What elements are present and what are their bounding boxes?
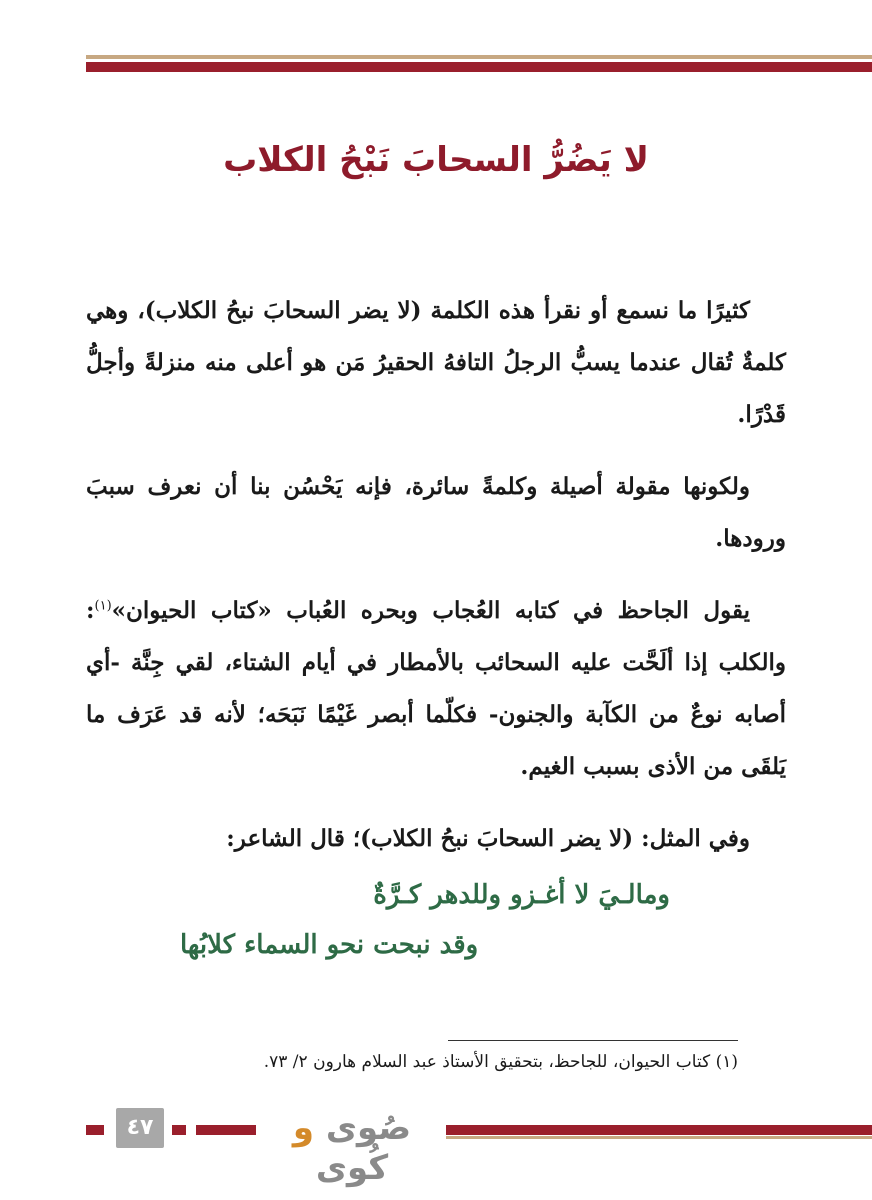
logo-word-2: كُوى <box>315 1148 389 1188</box>
footer-rule-gold <box>446 1136 872 1139</box>
publisher-logo <box>262 1108 442 1188</box>
paragraph-2: ولكونها مقولة أصيلة وكلمةً سائرة، فإنه يَحْسُن بنا أن نعرف سببَ ورودها. <box>86 473 786 552</box>
verse-line-2: وقد نبحت نحو السماء كلابُها <box>180 930 479 960</box>
footnote-divider <box>448 1040 738 1041</box>
footer-rule-segment <box>446 1125 872 1135</box>
header-rule-red <box>86 62 872 72</box>
page-footer <box>0 1108 872 1188</box>
footer-rule-segment <box>196 1125 256 1135</box>
page-number: ٤٧ <box>116 1108 164 1148</box>
article-body <box>86 285 786 885</box>
verse-line-1: ومالـيَ لا أغـزو وللدهر كـرَّةٌ <box>373 880 670 910</box>
logo-conjunction: و <box>292 1108 314 1148</box>
paragraph-3-part-b: : والكلب إذا ألَحَّت عليه السحائب بالأمطار في أيام الشتاء، لقي جِنَّة -أي أصابه نوعٌ من الكآبة والجنون- فكلّما أبصر غَيْمًا نَبَحَه؛ لأنه قد عَرَف ما يَلقَى من الأذى بسبب الغيم. <box>86 597 786 780</box>
header-rule-gold <box>86 55 872 59</box>
paragraph-3 <box>86 585 786 793</box>
footer-rule-segment <box>86 1125 104 1135</box>
footnote-reference[interactable]: (١) <box>94 598 112 614</box>
paragraph-3-part-a: يقول الجاحظ في كتابه العُجاب وبحره العُباب «كتاب الحيوان» <box>111 597 750 624</box>
footer-rule-segment <box>172 1125 186 1135</box>
page-title: لا يَضُرُّ السحابَ نَبْحُ الكلاب <box>223 140 649 180</box>
paragraph-1: كثيرًا ما نسمع أو نقرأ هذه الكلمة (لا يضر السحابَ نبحُ الكلاب)، وهي كلمةٌ تُقال عندما يسبُّ الرجلُ التافهُ الحقيرُ مَن هو أعلى منه منزلةً وأجلُّ قَدْرًا. <box>86 297 786 428</box>
logo-word-1: صُوى <box>325 1108 412 1148</box>
paragraph-4: وفي المثل: (لا يضر السحابَ نبحُ الكلاب)؛ قال الشاعر: <box>226 825 750 852</box>
footnote: (١) كتاب الحيوان، للجاحظ، بتحقيق الأستاذ عبد السلام هارون ٢/ ٧٣. <box>263 1052 738 1072</box>
